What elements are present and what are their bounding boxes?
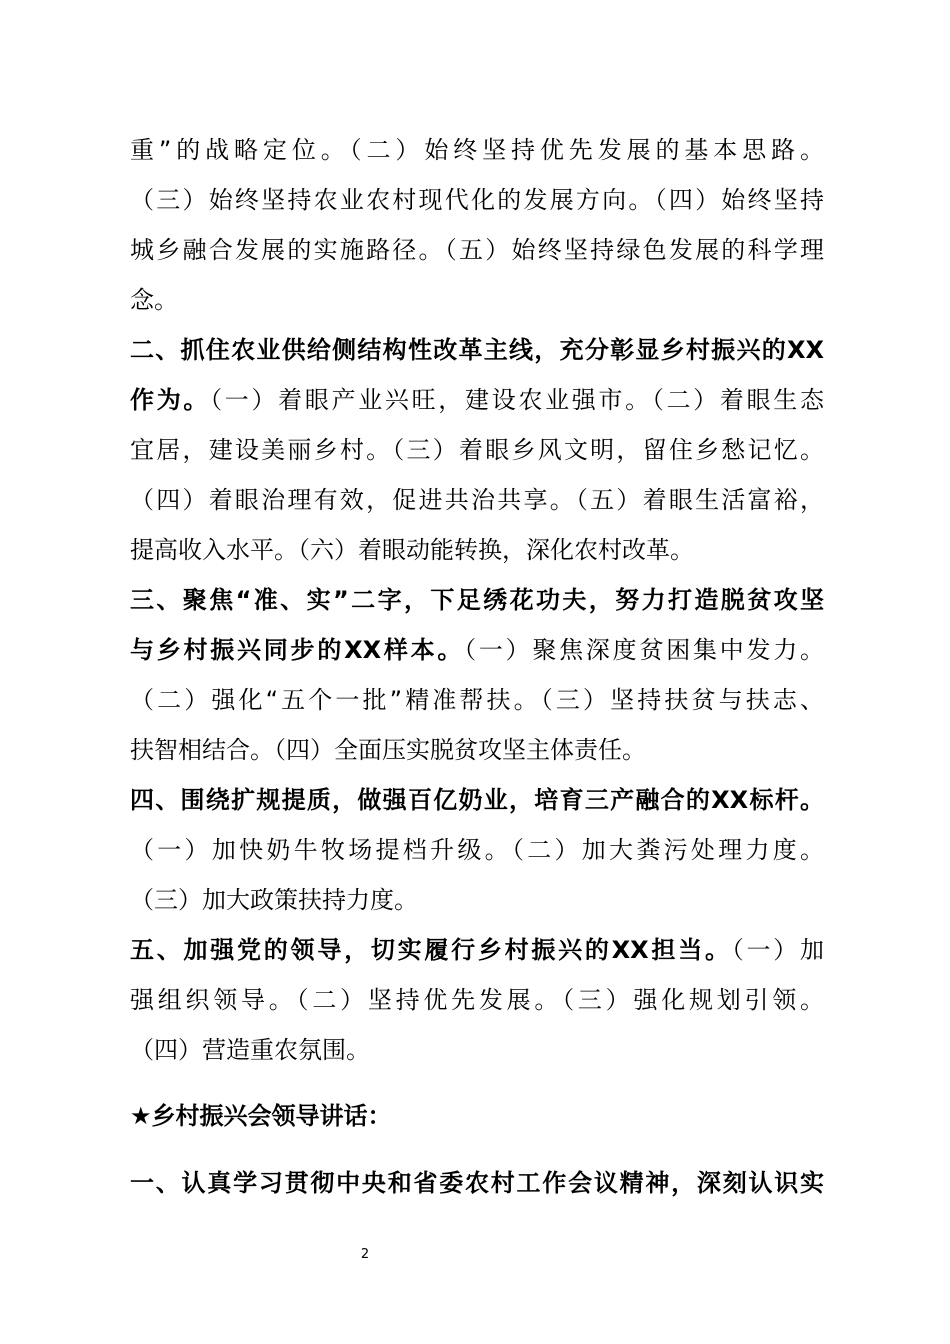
body-line: （四）营造重农氛围。 bbox=[130, 1036, 370, 1064]
page-number: 2 bbox=[360, 1247, 370, 1262]
body-line: 城乡融合发展的实施路径。（五）始终坚持绿色发展的科学理 bbox=[130, 236, 824, 264]
section-heading-2-end: 作为。 bbox=[130, 386, 211, 414]
body-line: 宜居，建设美丽乡村。（三）着眼乡风文明，留住乡愁记忆。 bbox=[130, 436, 824, 464]
body-line: （三）始终坚持农业农村现代化的发展方向。（四）始终坚持 bbox=[130, 186, 824, 214]
body-line: 强组织领导。（二）坚持优先发展。（三）强化规划引领。 bbox=[130, 986, 824, 1014]
body-line: 念。 bbox=[130, 286, 178, 314]
body-line: （三）加大政策扶持力度。 bbox=[130, 886, 418, 914]
speech-section-heading-1: 一、认真学习贯彻中央和省委农村工作会议精神，深刻认识实 bbox=[130, 1169, 824, 1197]
body-line: 提高收入水平。（六）着眼动能转换，深化农村改革。 bbox=[130, 536, 694, 564]
section-heading-3-end: 与乡村振兴同步的XX样本。 bbox=[130, 636, 465, 664]
body-line: （一）加快奶牛牧场提档升级。（二）加大粪污处理力度。 bbox=[130, 836, 824, 864]
section-heading-5: 五、加强党的领导，切实履行乡村振兴的XX担当。 bbox=[130, 936, 732, 964]
section-heading-3: 三、聚焦“准、实”二字，下足绣花功夫，努力打造脱贫攻坚 bbox=[130, 586, 824, 614]
body-line: 重”的战略定位。（二）始终坚持优先发展的基本思路。 bbox=[130, 136, 824, 164]
section-heading-4: 四、围绕扩规提质，做强百亿奶业，培育三产融合的XX标杆。 bbox=[130, 786, 824, 814]
body-line: 五、加强党的领导，切实履行乡村振兴的XX担当。（一）加 bbox=[130, 936, 824, 964]
body-line: 作为。（一）着眼产业兴旺，建设农业强市。（二）着眼生态 bbox=[130, 386, 824, 414]
section-heading-2: 二、抓住农业供给侧结构性改革主线，充分彰显乡村振兴的XX bbox=[130, 336, 824, 364]
speech-heading: ★乡村振兴会领导讲话： bbox=[130, 1102, 392, 1130]
body-line: 与乡村振兴同步的XX样本。（一）聚焦深度贫困集中发力。 bbox=[130, 636, 824, 664]
body-line: （二）强化“五个一批”精准帮扶。（三）坚持扶贫与扶志、 bbox=[130, 686, 824, 714]
body-line: （四）着眼治理有效，促进共治共享。（五）着眼生活富裕， bbox=[130, 486, 824, 514]
body-line: 扶智相结合。（四）全面压实脱贫攻坚主体责任。 bbox=[130, 736, 646, 764]
